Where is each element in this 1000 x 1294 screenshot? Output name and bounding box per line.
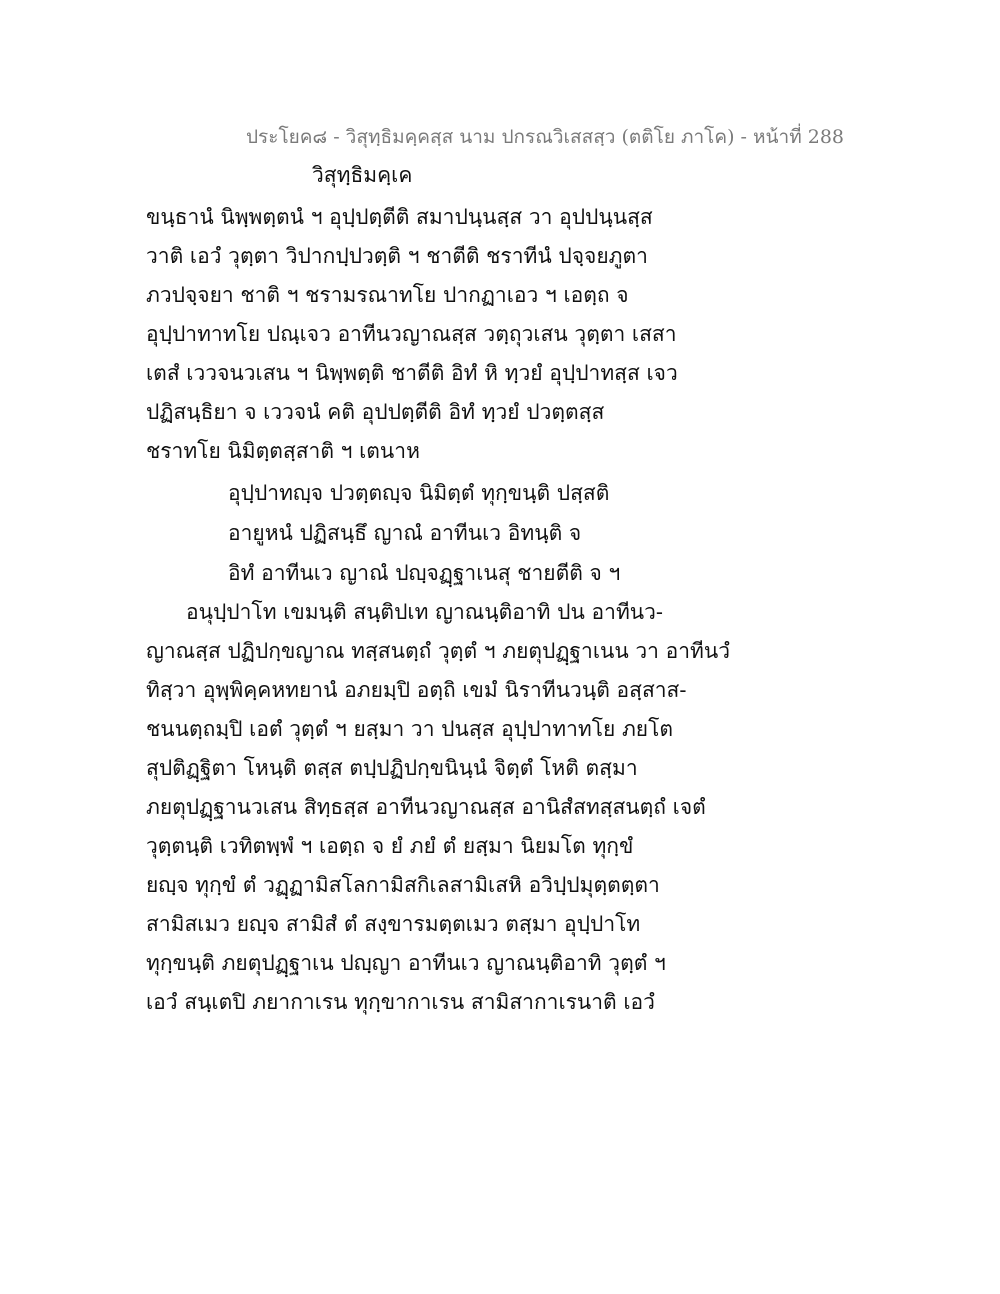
text-line: ทิสฺวา อุพฺพิคฺคหทยานํ อภยมฺปิ อตฺถิ เขมํ นิราทีนวนฺติ อสฺสาส- (146, 678, 687, 702)
text-line: ยญฺจ ทุกฺขํ ตํ วฏฺฏามิสโลกามิสกิเลสามิเสหิ อวิปฺปมุตฺตตฺตา (146, 873, 660, 897)
verse-line: อุปฺปาทญฺจ ปวตฺตญฺจ นิมิตฺตํ ทุกฺขนฺติ ปสฺสติ (228, 481, 610, 505)
verse-line: อิทํ อาทีนเว ญาณํ ปญฺจฏฺฐาเนสุ ชายตีติ จ ฯ (228, 561, 621, 585)
text-line: ทุกฺขนฺติ ภยตุปฏฺฐาเน ปญฺญา อาทีนเว ญาณนฺติอาทิ วุตฺตํ ฯ (146, 951, 666, 975)
text-line: เตสํ เววจนวเสน ฯ นิพฺพตฺติ ชาตีติ อิทํ หิ ทฺวยํ อุปฺปาทสฺส เจว (146, 361, 678, 385)
book-title: วิสุทฺธิมคฺเค (312, 163, 413, 187)
text-line: ขนฺธานํ นิพฺพตฺตนํ ฯ อุปฺปตฺตีติ สมาปนฺนสฺส วา อุปปนฺนสฺส (146, 205, 653, 229)
text-line: ญาณสฺส ปฏิปกฺขญาณ ทสฺสนตฺถํ วุตฺตํ ฯ ภยตุปฏฺฐาเนน วา อาทีนวํ (146, 639, 731, 663)
running-header: ประโยค๘ - วิสุทฺธิมคฺคสฺส นาม ปกรณวิเสสสฺว (ตติโย ภาโค) - หน้าที่ 288 (246, 126, 845, 148)
verse-line: อายูหนํ ปฏิสนฺธึ ญาณํ อาทีนเว อิทนฺติ จ (228, 521, 582, 545)
text-line: สุปติฏฺฐิตา โหนฺติ ตสฺส ตปฺปฏิปกฺขนินฺนํ จิตฺตํ โหติ ตสฺมา (146, 756, 638, 780)
text-line: เอวํ สนฺเตปิ ภยากาเรน ทุกฺขากาเรน สามิสากาเรนาติ เอวํ (146, 990, 655, 1014)
text-line: ปฏิสนฺธิยา จ เววจนํ คติ อุปปตฺตีติ อิทํ ทฺวยํ ปวตฺตสฺส (146, 400, 605, 424)
text-line: ภวปจฺจยา ชาติ ฯ ชรามรณาทโย ปากฏาเอว ฯ เอตฺถ จ (146, 283, 629, 307)
text-line: อุปฺปาทาทโย ปณฺเจว อาทีนวญาณสฺส วตฺถุวเสน วุตฺตา เสสา (146, 322, 677, 346)
text-line: ชราทโย นิมิตฺตสฺสาติ ฯ เตนาห (146, 439, 420, 463)
text-line: วุตฺตนฺติ เวทิตพฺพํ ฯ เอตฺถ จ ยํ ภยํ ตํ ยสฺมา นิยมโต ทุกฺขํ (146, 834, 634, 858)
text-line: ภยตุปฏฺฐานวเสน สิทฺธสฺส อาทีนวญาณสฺส อานิสํสทสฺสนตฺถํ เจตํ (146, 795, 706, 819)
text-line: ชนนตฺถมฺปิ เอตํ วุตฺตํ ฯ ยสฺมา วา ปนสฺส อุปฺปาทาทโย ภยโต (146, 717, 674, 741)
text-line: วาติ เอวํ วุตฺตา วิปากปฺปวตฺติ ฯ ชาตีติ ชราทีนํ ปจฺจยภูตา (146, 244, 648, 268)
text-line: อนุปฺปาโท เขมนฺติ สนฺติปเท ญาณนฺติอาทิ ปน อาทีนว- (186, 600, 664, 624)
text-line: สามิสเมว ยญฺจ สามิสํ ตํ สงฺขารมตฺตเมว ตสฺมา อุปฺปาโท (146, 912, 641, 936)
